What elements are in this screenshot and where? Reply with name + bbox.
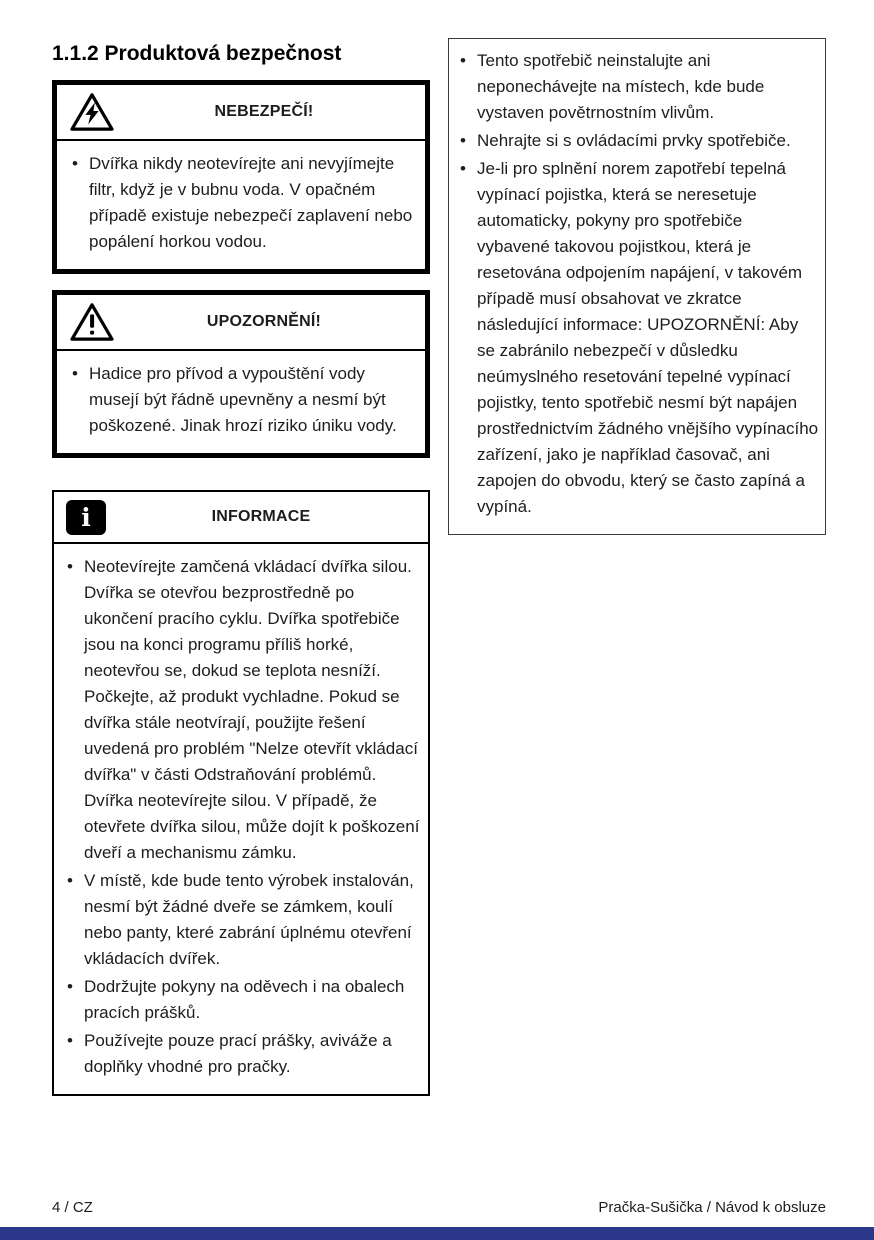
right-column [448,38,826,1096]
footer-accent-bar [0,1227,874,1240]
list-item: • Nehrajte si s ovládacími prvky spotřebiče. [457,128,819,154]
list-item: • Je-li pro splnění norem zapotřebí tepelná vypínací pojistka, která se neresetuje automaticky, pokyny pro spotřebiče vybavené takovou pojistkou, která je resetována odpojením napájení, v takovém případě musí obsahovat ve zkratce následující informace: UPOZORNĚNÍ: Aby se zabránilo nebezpečí v důsledku neúmyslného resetování tepelné vypínací pojistky, tento spotřebič nesmí být napájen prostřednictvím žádného vnějšího vypínacího zařízení, jako je například časovač, ani zapojen do obvodu, který se často zapíná a vypíná. [457,156,819,520]
page-footer [52,1199,826,1216]
page-number: 4 / CZ [52,1199,93,1216]
danger-box-body [57,141,425,269]
high-voltage-warning-icon [69,92,115,132]
list-item: • Dvířka nikdy neotevírejte ani nevyjímejte filtr, když je v bubnu voda. V opačném případě existuje nebezpečí zaplavení nebo popálení horkou vodou. [69,151,417,255]
safety-notes-continued-box [448,38,826,535]
caution-box-title: UPOZORNĚNÍ! [206,313,322,330]
list-item: • Používejte pouze prací prášky, aviváže a doplňky vhodné pro pračky. [64,1028,422,1080]
document-title: Pračka-Sušička / Návod k obsluze [598,1199,826,1216]
info-icon: i [66,500,106,535]
information-box-body [54,544,428,1094]
information-box-title: INFORMACE [211,508,311,525]
caution-box-body [57,351,425,453]
information-box [52,490,430,1096]
danger-box-header [57,85,425,141]
list-item: • V místě, kde bude tento výrobek instalován, nesmí být žádné dveře se zámkem, koulí nebo panty, které zabrání úplnému otevření vkládacích dvířek. [64,868,422,972]
left-column [52,38,430,1096]
list-item: • Neotevírejte zamčená vkládací dvířka silou. Dvířka se otevřou bezprostředně po ukončení pracího cyklu. Dvířka spotřebiče jsou na konci programu příliš horké, neotevřou se, dokud se teplota nesníží. Počkejte, až produkt vychladne. Pokud se dvířka stále neotvírají, použijte řešení uvedená pro problém "Nelze otevřít vkládací dvířka" v části Odstraňování problémů. Dvířka neotevírejte silou. V případě, že otevřete dvířka silou, může dojít k poškození dveří a mechanismu zámku. [64,554,422,866]
list-item: • Hadice pro přívod a vypouštění vody musejí být řádně upevněny a nesmí být poškozené. Jinak hrozí riziko úniku vody. [69,361,417,439]
page-title: 1.1.2 Produktová bezpečnost [52,42,342,65]
exclamation-triangle-icon [69,302,115,342]
danger-box-title: NEBEZPEČÍ! [214,103,314,120]
list-item: • Dodržujte pokyny na oděvech i na obalech pracích prášků. [64,974,422,1026]
list-item: • Tento spotřebič neinstalujte ani neponechávejte na místech, kde bude vystaven povětrnostním vlivům. [457,48,819,126]
caution-box-header [57,295,425,351]
danger-box [52,80,430,274]
information-box-header [54,492,428,544]
caution-box [52,290,430,458]
